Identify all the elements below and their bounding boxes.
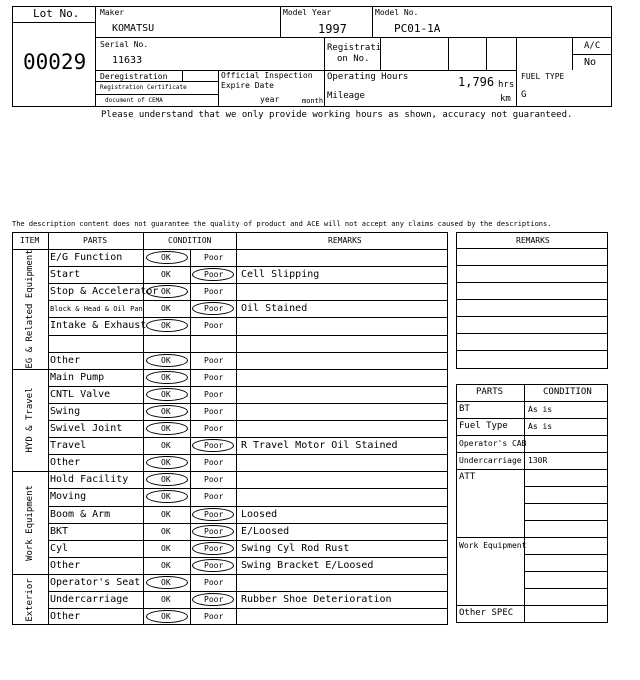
part-name: Intake & Exhaust [50,320,147,332]
official-inspection-label-1: Official Inspection [221,71,313,80]
condition-ok[interactable]: OK [161,526,171,536]
remark-text: Loosed [241,508,278,520]
part-name: Boom & Arm [50,508,111,520]
condition-ok[interactable]: OK [161,389,171,399]
condition-poor[interactable]: Poor [204,543,224,553]
condition-ok[interactable]: OK [161,612,171,622]
row-divider [48,591,448,592]
condition-poor[interactable]: Poor [204,612,224,622]
condition-poor[interactable]: Poor [204,509,224,519]
condition-poor[interactable]: Poor [204,355,224,365]
serial-value: 11633 [112,55,143,66]
poor-selected-oval [192,439,234,452]
poor-selected-oval [192,268,234,281]
condition-ok[interactable]: OK [161,424,171,433]
condition-ok[interactable]: OK [161,458,171,468]
right-row-part: BT [459,404,470,414]
column-divider [236,232,237,625]
condition-ok[interactable]: OK [161,543,171,553]
row-divider [48,283,448,284]
condition-poor[interactable]: Poor [204,492,224,502]
row-divider [48,300,448,301]
condition-ok[interactable]: OK [161,321,171,331]
poor-selected-oval [192,559,234,572]
poor-selected-oval [192,542,234,555]
right-row-part: Fuel Type [459,421,508,431]
row-divider [48,317,448,318]
ok-selected-oval [146,371,188,384]
remark-text: Oil Stained [241,303,308,315]
part-name: Undercarriage [50,594,129,605]
part-name: Moving [50,491,87,503]
remark-text: R Travel Motor Oil Stained [241,440,398,452]
ok-selected-oval [146,354,188,367]
row-divider [48,335,448,336]
condition-ok[interactable]: OK [161,270,171,280]
row-divider [48,540,448,541]
row-divider [48,506,448,507]
registration-label-2: on No. [337,54,370,64]
part-name: E/G Function [50,252,123,263]
section-label: HYD & Travel [25,387,35,453]
condition-ok[interactable]: OK [161,595,171,604]
part-name: Swing [50,405,81,417]
part-name: Start [50,269,81,281]
right-remarks-box [456,232,608,369]
hours-accuracy-note: Please understand that we only provide working hours as shown, accuracy not guaranteed. [101,110,573,120]
section-label: Exterior [25,577,35,622]
other-spec-label: Other SPEC [459,608,514,618]
row-divider [48,437,448,438]
condition-poor[interactable]: Poor [204,270,224,280]
poor-selected-oval [192,508,234,521]
poor-selected-oval [192,525,234,538]
remark-text: Rubber Shoe Deterioration [241,594,392,605]
row-divider [48,420,448,421]
column-divider [48,232,49,625]
condition-ok[interactable]: OK [161,355,171,365]
row-divider [48,403,448,404]
col-remarks-header: REMARKS [328,236,362,245]
condition-ok[interactable]: OK [161,577,171,587]
disclaimer-note: The description content does not guarantee the quality of product and ACE will not accept any claims caused by the descriptions. [12,220,552,228]
ac-label: A/C [584,41,601,51]
col-parts-header: PARTS [83,236,108,245]
row-divider [48,352,448,353]
model-year-label: Model Year [283,8,332,17]
condition-poor[interactable]: Poor [204,458,224,468]
fuel-type-value: G [521,90,527,100]
condition-ok[interactable]: OK [161,509,171,519]
part-name: Other [50,559,81,571]
model-no-label: Model No. [375,8,419,17]
part-name: Hold Facility [50,474,129,486]
document-cema-label: document of CEMA [105,97,163,104]
official-inspection-label-2: Expire Date [221,81,274,90]
condition-ok[interactable]: OK [161,253,171,262]
registration-certificate-label: Registration Certificate [100,84,187,91]
part-name: Stop & Accelerator [50,286,159,298]
serial-label: Serial No. [100,40,149,49]
col-item-header: ITEM [20,236,40,245]
ok-selected-oval [146,576,188,589]
row-divider [48,386,448,387]
right-remarks-header: REMARKS [516,236,550,245]
ok-selected-oval [146,405,188,418]
condition-poor[interactable]: Poor [204,389,224,399]
maker-label: Maker [100,8,125,17]
part-name: Travel [50,440,87,452]
part-name: Swivel Joint [50,423,123,434]
ac-value: No [584,57,597,68]
part-name: CNTL Valve [50,388,111,400]
condition-poor[interactable]: Poor [204,287,224,297]
operating-hours-label: Operating Hours [327,72,409,82]
part-name: Main Pump [50,371,105,383]
condition-ok[interactable]: OK [161,475,171,485]
right-row-condition: As is [528,422,553,431]
condition-poor[interactable]: Poor [204,577,224,587]
header-divider [12,249,448,250]
right-row-part: Undercarriage [459,456,522,465]
att-label: ATT [459,472,476,482]
part-name: BKT [50,525,69,537]
deregistration-label: Deregistration [100,72,168,81]
operating-hours-value: 1,796 [458,75,495,89]
part-name: Operator's Seat [50,576,141,588]
part-name: Cyl [50,542,69,554]
condition-ok[interactable]: OK [161,304,171,314]
right-row-part: Operator's CAB [459,439,527,448]
row-divider [48,266,448,267]
part-name: Block & Head & Oil Pan [50,305,143,314]
ok-selected-oval [146,388,188,401]
condition-poor[interactable]: Poor [204,475,224,485]
part-name: Other [50,354,81,366]
model-year-value: 1997 [318,22,347,36]
hrs-unit: hrs [498,80,515,90]
condition-poor[interactable]: Poor [204,253,224,262]
maker-value: KOMATSU [112,23,155,34]
condition-poor[interactable]: Poor [204,441,224,451]
condition-ok[interactable]: OK [161,372,171,382]
condition-poor[interactable]: Poor [204,595,224,604]
ok-selected-oval [146,422,188,435]
poor-selected-oval [192,593,234,606]
right-condition-header: CONDITION [543,387,592,397]
right-parts-header: PARTS [476,387,504,397]
part-name: Other [50,457,81,469]
section-label: Work Equipment [25,484,35,561]
row-divider [48,488,448,489]
lot-number: 00029 [23,50,87,74]
remark-text: Cell Slipping [241,269,320,281]
row-divider [48,557,448,558]
lot-label: Lot No. [33,7,80,20]
row-divider [48,608,448,609]
condition-ok[interactable]: OK [161,492,171,502]
condition-ok[interactable]: OK [161,287,171,297]
condition-poor[interactable]: Poor [204,526,224,536]
registration-label-1: Registrati [327,43,382,53]
mileage-label: Mileage [327,91,365,101]
remark-text: E/Loosed [241,525,290,537]
ok-selected-oval [146,251,188,264]
row-divider [48,523,448,524]
col-condition-header: CONDITION [168,236,212,245]
condition-poor[interactable]: Poor [204,304,224,314]
remark-text: Swing Bracket E/Loosed [241,559,374,571]
right-row-condition: As is [528,405,553,414]
section-divider [12,369,448,370]
ok-selected-oval [146,610,188,623]
condition-poor[interactable]: Poor [204,321,224,331]
condition-poor[interactable]: Poor [204,560,224,570]
section-divider [12,574,448,575]
condition-ok[interactable]: OK [161,441,171,451]
work-equipment-label: Work Equipment [459,541,527,550]
section-divider [12,471,448,472]
km-unit: km [500,94,511,104]
model-no-value: PC01-1A [394,22,441,35]
section-label: EG & Related Equipment [25,249,35,369]
condition-ok[interactable]: OK [161,406,171,416]
month-label: month [302,97,324,105]
condition-poor[interactable]: Poor [204,424,224,433]
fuel-type-label: FUEL TYPE [521,72,565,81]
condition-ok[interactable]: OK [161,560,171,570]
year-label: year [260,95,280,104]
condition-poor[interactable]: Poor [204,406,224,416]
condition-poor[interactable]: Poor [204,372,224,382]
right-row-condition: 130R [528,456,548,465]
row-divider [48,454,448,455]
part-name: Other [50,611,81,623]
remark-text: Swing Cyl Rod Rust [241,542,350,554]
